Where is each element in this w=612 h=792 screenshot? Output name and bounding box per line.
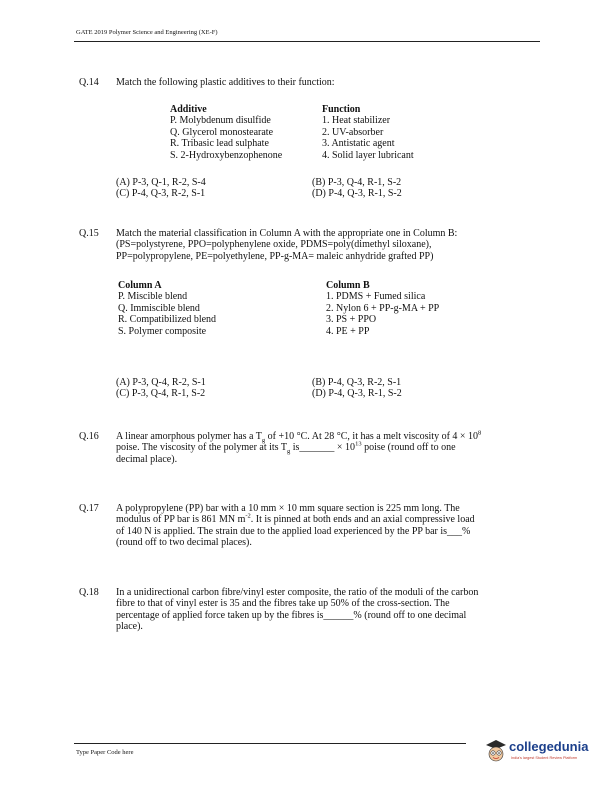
option-c: (C) P-4, Q-3, R-2, S-1 bbox=[116, 188, 206, 200]
question-14 bbox=[79, 77, 539, 88]
column-b-item: 3. Antistatic agent bbox=[322, 138, 395, 150]
footer-text: Type Paper Code here bbox=[76, 749, 134, 756]
question-18 bbox=[79, 587, 539, 633]
question-15 bbox=[79, 228, 539, 262]
question-text: (PS=polystyrene, PPO=polyphenylene oxide, PDMS=poly(dimethyl siloxane), bbox=[116, 239, 432, 251]
column-b-item: 3. PS + PPO bbox=[326, 314, 377, 326]
question-number: Q.14 bbox=[79, 77, 99, 88]
q15-options-right bbox=[312, 377, 402, 400]
column-a-item: Q. Glycerol monostearate bbox=[170, 126, 274, 138]
option-a: (A) P-3, Q-4, R-2, S-1 bbox=[116, 377, 206, 388]
column-a-item: S. Polymer composite bbox=[118, 325, 207, 337]
question-number: Q.16 bbox=[79, 431, 99, 442]
option-a: (A) P-3, Q-1, R-2, S-4 bbox=[116, 177, 206, 188]
question-text: A linear amorphous polymer has a $T_g$ of +10 °C. At 28 °C, it has a melt viscosity of $4 \times 10^8$ poise. The viscosity of the polymer at its $T_g$ is_______ × $10^{13}$ poise (round off to one decimal place). bbox=[116, 429, 482, 465]
collegedunia-logo bbox=[484, 738, 594, 768]
column-b-item: 1. Heat stabilizer bbox=[322, 115, 391, 127]
question-text: Match the following plastic additives to their function: bbox=[116, 77, 335, 88]
footer-rule bbox=[74, 743, 466, 744]
question-text: In a unidirectional carbon fibre/vinyl ester composite, the ratio of the moduli of the carbon fibre to that of vinyl ester is 35 and the fibres take up 50% of the cross-section. The percentage of applied force taken up by the fibres is______% (round off to one decimal place). bbox=[116, 587, 479, 633]
question-text: Match the material classification in Column A with the appropriate one in Column B: bbox=[116, 228, 458, 239]
column-b-heading: Function bbox=[322, 104, 361, 115]
q14-options-left bbox=[116, 177, 206, 200]
graduate-mascot-icon bbox=[484, 738, 508, 764]
q14-options-right bbox=[312, 177, 402, 200]
logo-wordmark: collegedunia bbox=[509, 739, 589, 754]
q14-column-b bbox=[322, 104, 414, 161]
option-b: (B) P-3, Q-4, R-1, S-2 bbox=[312, 177, 402, 188]
logo-tagline: India's largest Student Review Platform bbox=[511, 756, 578, 760]
q15-options-left bbox=[116, 377, 206, 400]
header-rule bbox=[74, 41, 540, 42]
column-a-item: S. 2-Hydroxybenzophenone bbox=[170, 149, 283, 161]
question-number: Q.18 bbox=[79, 587, 99, 598]
column-b-item: 4. Solid layer lubricant bbox=[322, 149, 414, 161]
question-number: Q.15 bbox=[79, 228, 99, 239]
question-text: PP=polypropylene, PE=polyethylene, PP-g-MA= maleic anhydride grafted PP) bbox=[116, 250, 434, 262]
question-16 bbox=[79, 431, 539, 465]
column-b-heading: Column B bbox=[326, 280, 370, 291]
question-17 bbox=[79, 503, 539, 549]
column-a-heading: Column A bbox=[118, 280, 162, 291]
q15-column-a bbox=[118, 280, 216, 337]
option-c: (C) P-3, Q-4, R-1, S-2 bbox=[116, 388, 206, 400]
column-b-item: 2. UV-absorber bbox=[322, 126, 384, 138]
column-b-item: 4. PE + PP bbox=[326, 325, 370, 337]
column-a-item: P. Miscible blend bbox=[118, 291, 188, 303]
option-d: (D) P-4, Q-3, R-1, S-2 bbox=[312, 388, 402, 400]
question-number: Q.17 bbox=[79, 503, 99, 514]
column-b-item: 2. Nylon 6 + PP-g-MA + PP bbox=[326, 302, 440, 314]
column-a-heading: Additive bbox=[170, 104, 207, 115]
option-b: (B) P-4, Q-3, R-2, S-1 bbox=[312, 377, 402, 388]
column-a-item: R. Compatibilized blend bbox=[118, 314, 217, 326]
column-b-item: 1. PDMS + Fumed silica bbox=[326, 291, 426, 303]
column-a-item: R. Tribasic lead sulphate bbox=[170, 138, 269, 150]
question-text: A polypropylene (PP) bar with a 10 mm × 10 mm square section is 225 mm long. The modulus of PP bar is 861 MN $m^{-2}$. It is pinned at both ends and an axial compressive load of 140 N is applied. The strain due to the applied load experienced by the PP bar is___% (round off to two decimal places). bbox=[116, 503, 475, 549]
column-a-item: Q. Immiscible blend bbox=[118, 302, 200, 314]
option-d: (D) P-4, Q-3, R-1, S-2 bbox=[312, 188, 402, 200]
q14-column-a bbox=[170, 104, 282, 161]
column-a-item: P. Molybdenum disulfide bbox=[170, 115, 271, 127]
q15-column-b bbox=[326, 280, 439, 337]
header-title: GATE 2019 Polymer Science and Engineering (XE-F) bbox=[76, 29, 218, 36]
